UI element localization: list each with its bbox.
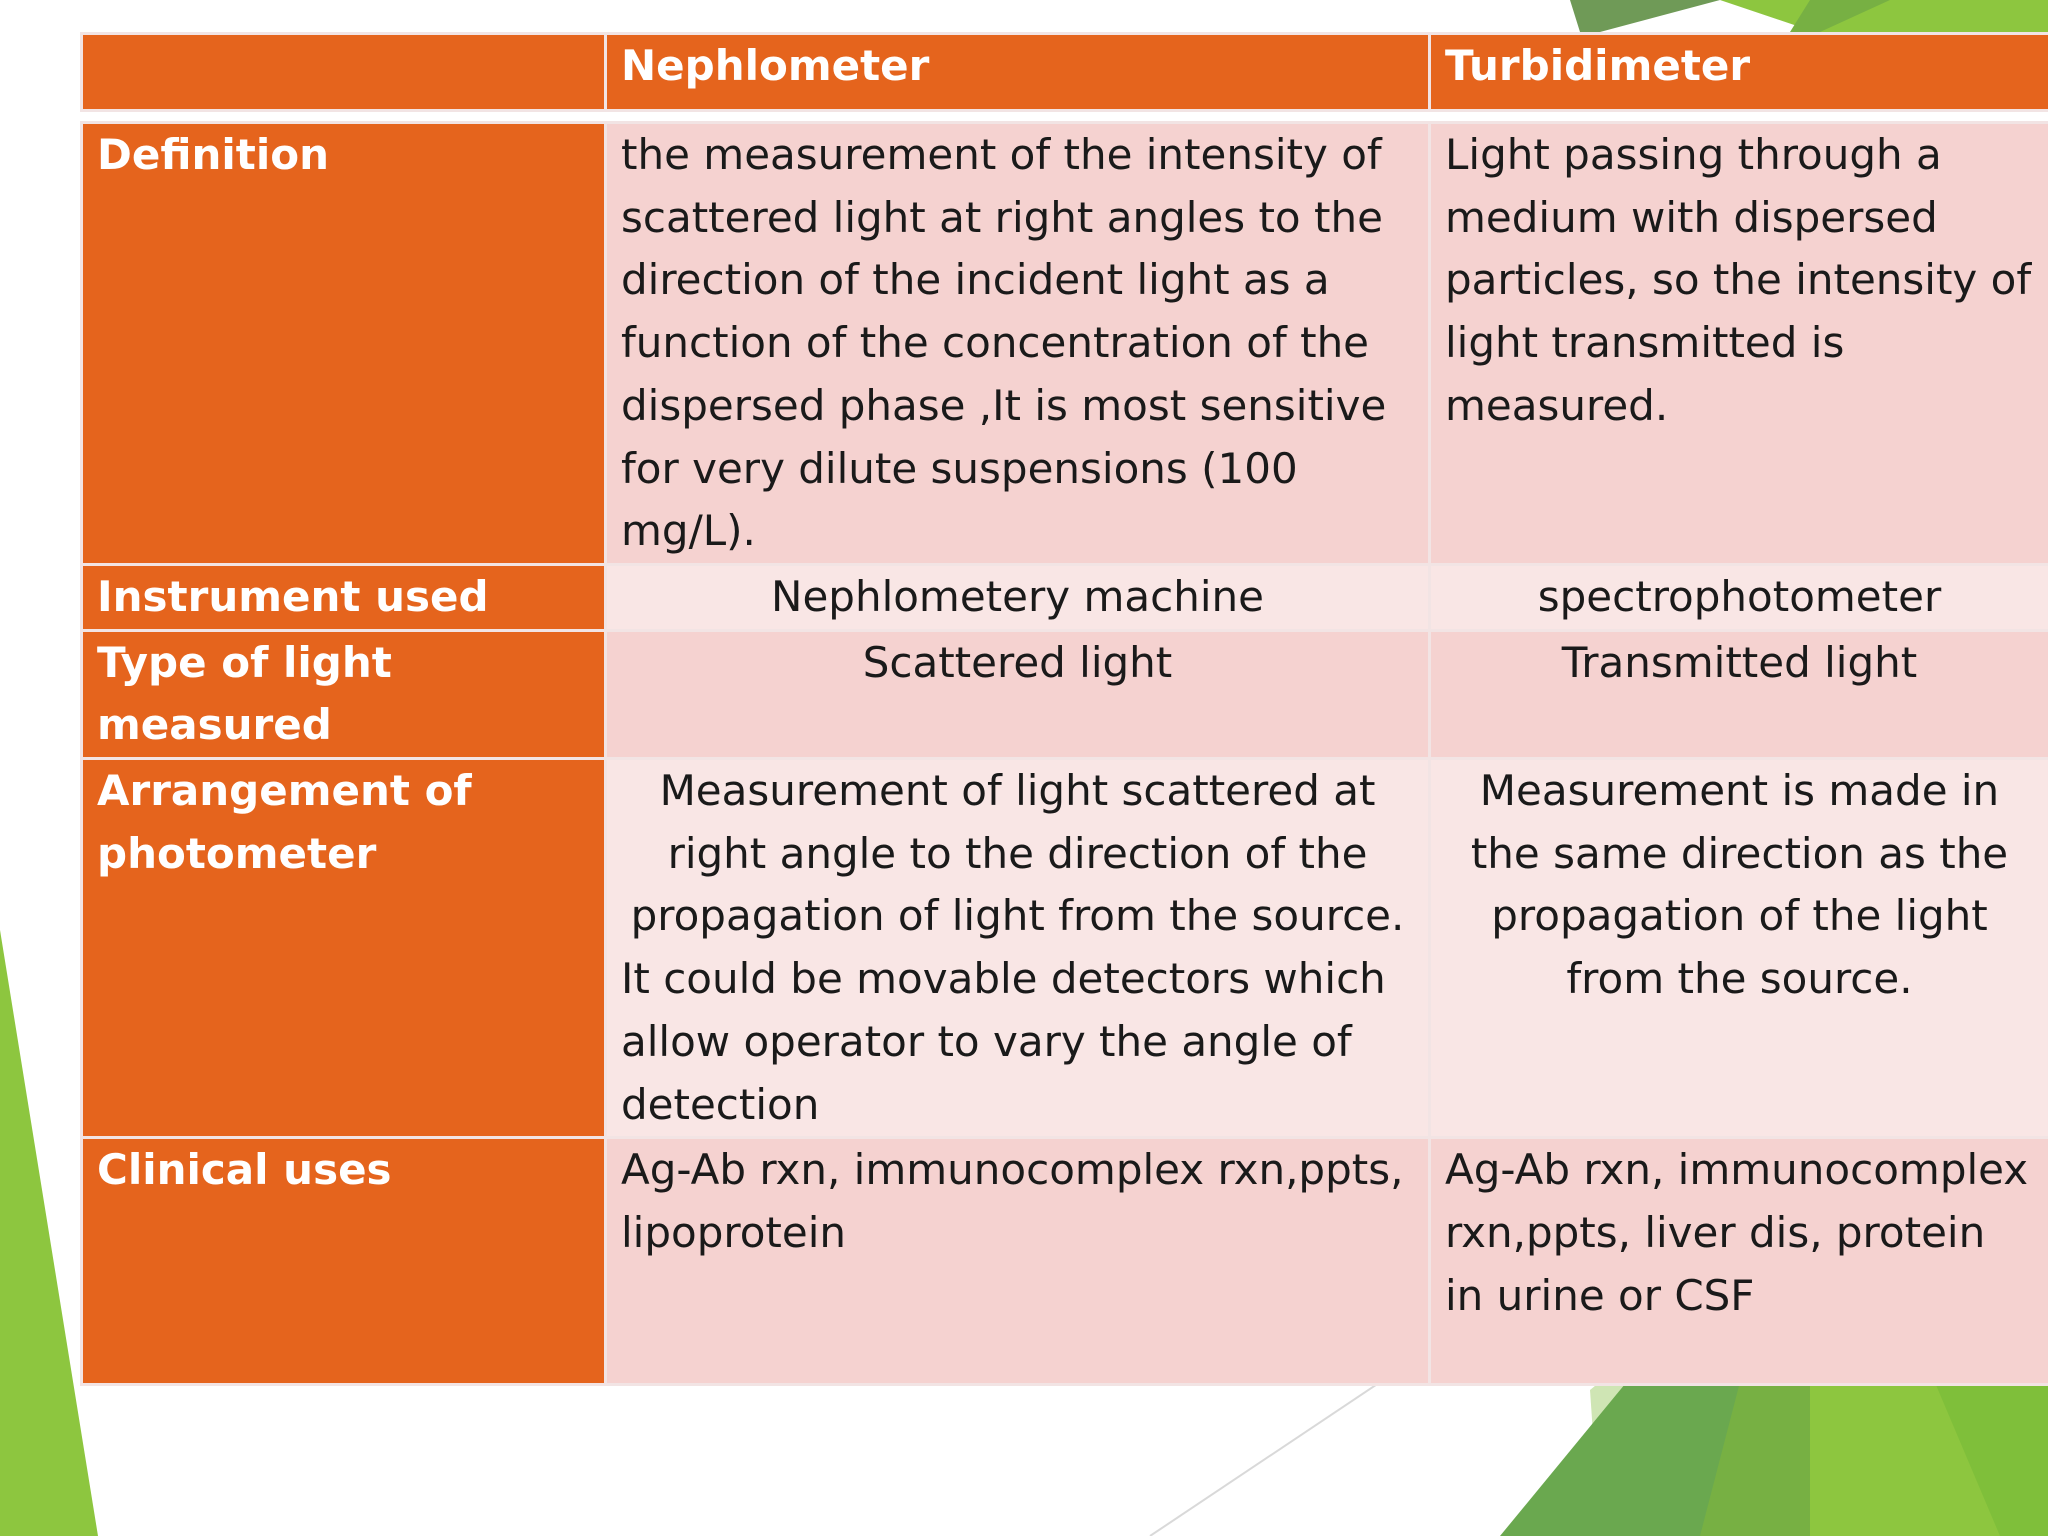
table-row-arrangement [82, 759, 2048, 1138]
table-row-light-type [82, 630, 2048, 758]
row-label-light-type: Type of light measured [82, 630, 606, 758]
cell-nephlometer-definition: the measurement of the intensity of scattered light at right angles to the direction of the incident light as a function of the concentration of the dispersed phase ,It is most sensitive for very dilute suspensions (100 mg/L). [606, 123, 1430, 565]
green-shape-top-dark [1570, 0, 1720, 32]
cell-turbidimeter-arrangement: Measurement is made in the same direction as the propagation of the light from the source. [1430, 759, 2048, 1138]
nephlometer-arrangement-left-text: It could be movable detectors which allow operator to vary the angle of detection [621, 954, 1386, 1129]
cell-nephlometer-clinical-uses: Ag-Ab rxn, immunocomplex rxn,ppts, lipoprotein [606, 1138, 1430, 1385]
header-nephlometer: Nephlometer [606, 34, 1430, 111]
cell-nephlometer-arrangement [606, 759, 1430, 1138]
comparison-table [80, 32, 2048, 1386]
row-label-arrangement: Arrangement of photometer [82, 759, 606, 1138]
table-row-definition [82, 123, 2048, 565]
green-shape-top-light [1720, 0, 2048, 32]
cell-turbidimeter-definition: Light passing through a medium with dispersed particles, so the intensity of light transmitted is measured. [1430, 123, 2048, 565]
row-label-clinical-uses: Clinical uses [82, 1138, 606, 1385]
cell-turbidimeter-clinical-uses: Ag-Ab rxn, immunocomplex rxn,ppts, liver dis, protein in urine or CSF [1430, 1138, 2048, 1385]
nephlometer-arrangement-centered-text: Measurement of light scattered at right angle to the direction of the propagation of light from the source. [630, 766, 1405, 941]
row-label-instrument: Instrument used [82, 564, 606, 630]
cell-turbidimeter-instrument: spectrophotometer [1430, 564, 2048, 630]
header-turbidimeter: Turbidimeter [1430, 34, 2048, 111]
cell-turbidimeter-light-type: Transmitted light [1430, 630, 2048, 758]
row-label-definition: Definition [82, 123, 606, 565]
cell-nephlometer-light-type: Scattered light [606, 630, 1430, 758]
table-row-clinical-uses [82, 1138, 2048, 1385]
table-row-instrument [82, 564, 2048, 630]
table-header-row [82, 34, 2048, 111]
header-corner-cell [82, 34, 606, 111]
cell-nephlometer-instrument: Nephlometery machine [606, 564, 1430, 630]
